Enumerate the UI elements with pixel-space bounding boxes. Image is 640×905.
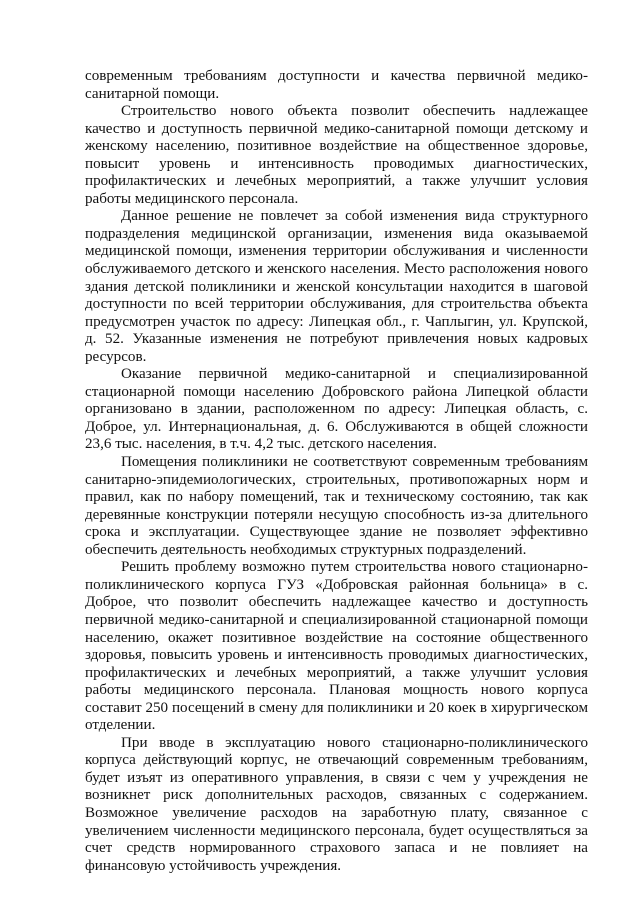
- paragraph-building-condition: Помещения поликлиники не соответствуют современным требованиям санитарно-эпидемиологических, строительных, противопожарных норм и правил, как по набору помещений, так и техническому состоянию, так как деревянные конструкции потеряли несущую способность из-за длительного срока и эксплуатации. Существующее здание не позволяет эффективно обеспечить деятельность необходимых структурных подразделений.: [85, 454, 588, 558]
- paragraph-no-structural-changes: Данное решение не повлечет за собой изменения вида структурного подразделения медицинской организации, изменения вида оказываемой медицинской помощи, изменения территории обслуживания и численности обслуживаемого детского и женского населения. Место расположения нового здания детской поликлиники и женской консультации находится в шаговой доступности по всей территории обслуживания, для строительства объекта предусмотрен участок по адресу: Липецкая обл., г. Чаплыгин, ул. Крупской, д. 52. Указанные изменения не потребуют привлечения новых кадровых ресурсов.: [85, 208, 588, 365]
- paragraph-continuation: современным требованиям доступности и качества первичной медико-санитарной помощи.: [85, 68, 588, 102]
- paragraph-new-facility-benefits: Строительство нового объекта позволит обеспечить надлежащее качество и доступность первичной медико-санитарной помощи детскому и женскому населению, позитивное воздействие на общественное здоровье, повысит уровень и интенсивность проводимых диагностических, профилактических и лечебных мероприятий, а также улучшит условия работы медицинского персонала.: [85, 103, 588, 207]
- paragraph-commissioning: При вводе в эксплуатацию нового стационарно-поликлинического корпуса действующий корпус, не отвечающий современным требованиям, будет изъят из оперативного управления, в связи с чем у учреждения не возникнет риск дополнительных расходов, связанных с содержанием. Возможное увеличение расходов на заработную плату, связанное с увеличением численности медицинского персонала, будет осуществляться за счет средств нормированного страхового запаса и не повлияет на финансовую устойчивость учреждения.: [85, 734, 588, 874]
- paragraph-dobrovsky-district-care: Оказание первичной медико-санитарной и специализированной стационарной помощи населению Добровского района Липецкой области организовано в здании, расположенном по адресу: Липецкая область, с. Доброе, ул. Интернациональная, д. 6. Обслуживаются в общей сложности 23,6 тыс. населения, в т.ч. 4,2 тыс. детского населения.: [85, 366, 588, 453]
- paragraph-proposed-solution: Решить проблему возможно путем строительства нового стационарно-поликлинического корпуса ГУЗ «Добровская районная больница» в с. Доброе, что позволит обеспечить надлежащее качество и доступность первичной медико-санитарной и специализированной стационарной помощи населению, окажет позитивное воздействие на состояние общественного здоровья, повысить уровень и интенсивность проводимых диагностических, профилактических и лечебных мероприятий, а также улучшит условия работы медицинского персонала. Плановая мощность нового корпуса составит 250 посещений в смену для поликлиники и 20 коек в хирургическом отделении.: [85, 559, 588, 734]
- document-page: [85, 68, 588, 875]
